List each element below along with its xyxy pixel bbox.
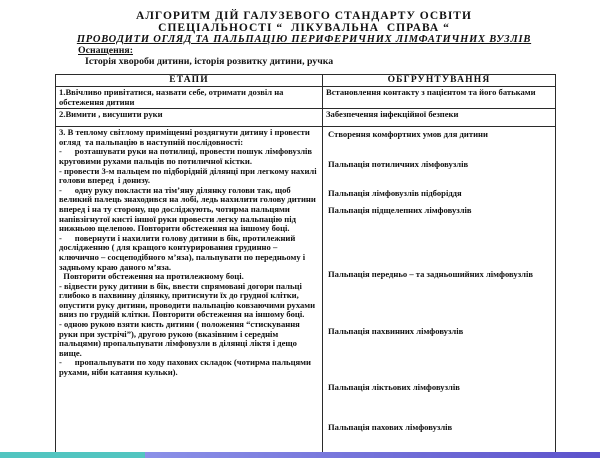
equipment-label: Оснащення:: [78, 45, 133, 56]
taskbar-segment-teal: [0, 452, 145, 458]
stage-step: Повторити обстеження на протилежному боці.: [59, 271, 244, 282]
stage-step: - відвести руку дитини в бік, ввести спрямовані догори пальці глибоко в пахвинну ділянку, притиснути їх до грудної клітки, опустити руку дитини, проводити пальпацію ковзаючими рухами вниз по грудній клітки. Повторити обстеження на іншому боці.: [59, 280, 318, 320]
justification-item: Пальпація пахвинних лімфовузлів: [328, 326, 464, 337]
table-row: [56, 87, 556, 109]
stage-step: - провести 3-м пальцем по підборідній ділянці при легкому нахилі голови вперед і донизу.: [59, 165, 319, 186]
stage-step: - розташувати руки на потилиці, провести пошук лімфовузлів круговими рухами пальців по потиличної кістки.: [59, 146, 315, 166]
stage-step: - повернути і нахилити голову дитини в бік, протилежний дослідженню ( для кращого контурирования грудинно – ключично – сосцеподібного м’яза), пальпувати по передньому і задньому краю даного м’яза.: [59, 232, 308, 272]
justification-list: [326, 128, 552, 454]
equipment-items: Історія хвороби дитини, історія розвитку дитини, ручка: [85, 56, 334, 67]
stage-step: - одну руку покласти на тім’яну ділянку голови так, щоб великий палець знаходився на лобі, ледь нахилити голову дитини вперед і на ту сторону, що досліджують, чотирма пальцями напівзігнутої кисті іншої руки провести легку пальпацію під нижньою щелепою. Повторити обстеження на іншому боці.: [59, 184, 318, 234]
taskbar-segment-purple: [145, 452, 600, 458]
document-title-line2: СПЕЦІАЛЬНОСТІ “ ЛІКУВАЛЬНА СПРАВА “: [158, 21, 450, 34]
stage-cell: [56, 127, 323, 456]
justification-item: Пальпація лімфовузлів підборіддя: [328, 188, 462, 199]
window-edge-bar: [0, 452, 600, 458]
stage-intro: 3. В теплому світлому приміщенні роздягнути дитину і провести огляд та пальпацію в наступній послідовності:: [59, 127, 313, 147]
document-title-block: [8, 11, 600, 46]
stage-step: - пропальпувати по ходу пахових складок (чотирма пальцями рухами, ніби катання кульки).: [59, 357, 314, 378]
algorithm-table: [55, 74, 556, 456]
table-row: [56, 109, 556, 127]
table-row: [56, 127, 556, 456]
justification-item: Створення комфортних умов для дитини: [328, 129, 488, 140]
justification-cell: Встановлення контакту з пацієнтом та його батьками: [323, 87, 556, 109]
document-title-line1: АЛГОРИТМ ДІЙ ГАЛУЗЕВОГО СТАНДАРТУ ОСВІТИ: [136, 10, 472, 22]
stage-cell: 1.Ввічливо привітатися, назвати себе, отримати дозвіл на обстеження дитини: [56, 87, 323, 109]
table-header-row: [56, 75, 556, 87]
justification-item: Пальпація ліктьових лімфовузлів: [328, 382, 460, 393]
justification-cell: Забезпечення інфекційної безпеки: [323, 109, 556, 127]
stage-step: - одною рукою взяти кисть дитини ( положення “стискування руки при зустрічі”), другою рукою (вказівним і середнім пальцями) пропальпувати лімфовузли в ділянці ліктя і дещо вище.: [59, 319, 302, 358]
justification-item: Пальпація пахових лімфовузлів: [328, 422, 453, 433]
justification-item: Пальпація підщелепних лімфовузлів: [328, 205, 472, 216]
stage-cell: 2.Вимити , висушити руки: [56, 109, 323, 127]
column-header-stages: ЕТАПИ: [56, 75, 323, 87]
justification-cell: [323, 127, 556, 456]
document-subtitle: ПРОВОДИТИ ОГЛЯД ТА ПАЛЬПАЦІЮ ПЕРИФЕРИЧНИХ ЛІМФАТИЧНИХ ВУЗЛІВ: [76, 34, 532, 45]
justification-item: Пальпація потиличних лімфовузлів: [328, 159, 469, 170]
justification-item: Пальпація передньо – та задньошийних лімфовузлів: [328, 269, 533, 280]
column-header-justification: ОБГРУНТУВАННЯ: [323, 75, 556, 87]
